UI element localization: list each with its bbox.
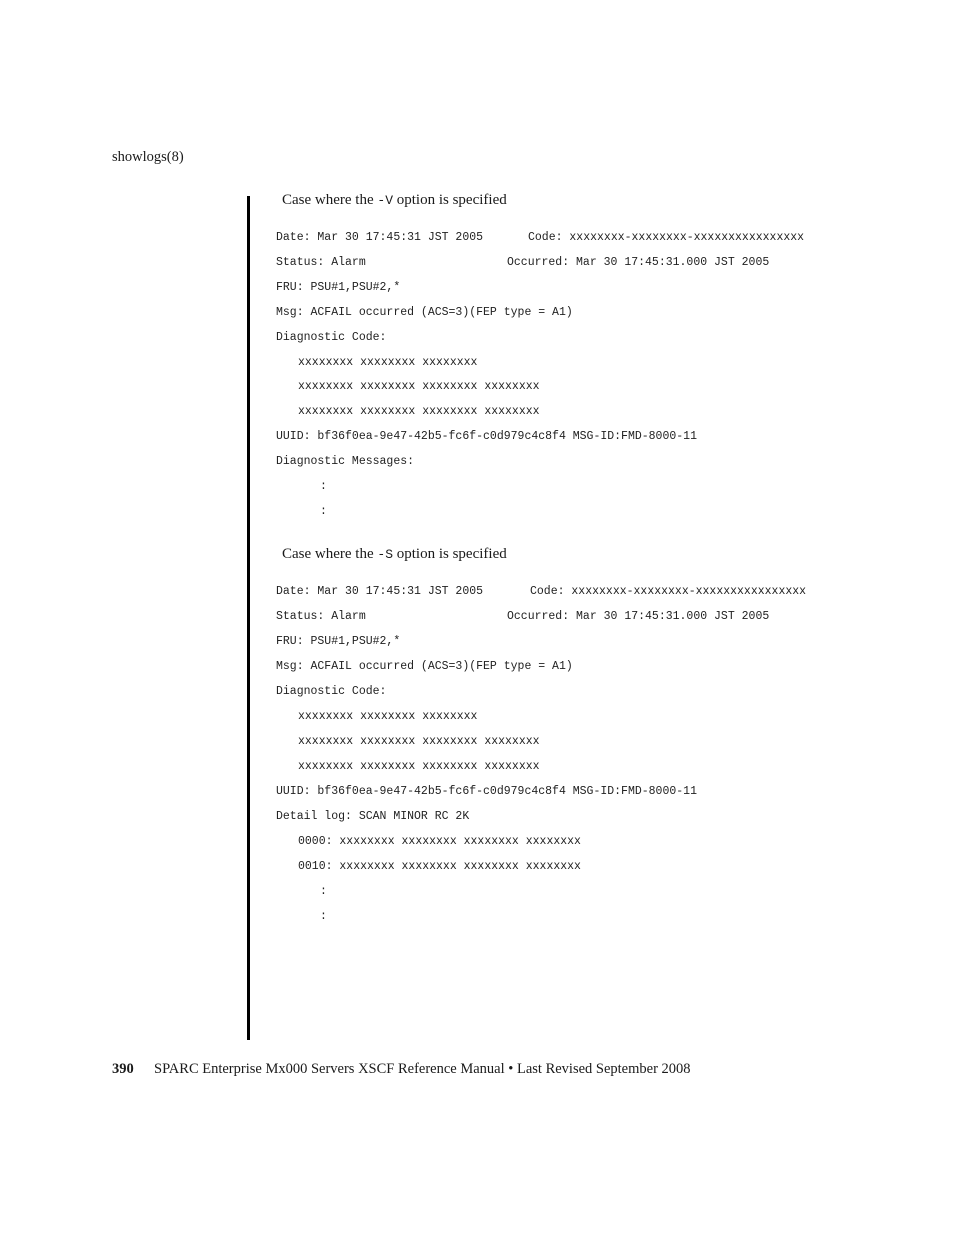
log-msg: Msg: ACFAIL occurred (ACS=3)(FEP type = A1)	[276, 306, 573, 319]
log-code: Code: xxxxxxxx-xxxxxxxx-xxxxxxxxxxxxxxxx	[530, 585, 807, 598]
diagnostic-code-line: xxxxxxxx xxxxxxxx xxxxxxxx xxxxxxxx	[298, 380, 540, 393]
log-occurred: Occurred: Mar 30 17:45:31.000 JST 2005	[507, 610, 770, 623]
log-uuid: UUID: bf36f0ea-9e47-42b5-fc6f-c0d979c4c8f4 MSG-ID:FMD-8000-11	[276, 785, 697, 798]
diagnostic-code-line: xxxxxxxx xxxxxxxx xxxxxxxx	[298, 710, 478, 723]
continuation-mark: :	[320, 480, 327, 493]
change-bar	[247, 196, 250, 1040]
diagnostic-messages-label: Diagnostic Messages:	[276, 455, 415, 468]
detail-log-label: Detail log: SCAN MINOR RC 2K	[276, 810, 470, 823]
diagnostic-code-line: xxxxxxxx xxxxxxxx xxxxxxxx	[298, 356, 478, 369]
continuation-mark: :	[320, 910, 327, 923]
continuation-mark: :	[320, 505, 327, 518]
detail-log-line: 0000: xxxxxxxx xxxxxxxx xxxxxxxx xxxxxxxx	[298, 835, 581, 848]
log-uuid: UUID: bf36f0ea-9e47-42b5-fc6f-c0d979c4c8f4 MSG-ID:FMD-8000-11	[276, 430, 697, 443]
log-occurred: Occurred: Mar 30 17:45:31.000 JST 2005	[507, 256, 770, 269]
log-fru: FRU: PSU#1,PSU#2,*	[276, 281, 401, 294]
detail-log-line: 0010: xxxxxxxx xxxxxxxx xxxxxxxx xxxxxxxx	[298, 860, 581, 873]
diagnostic-code-label: Diagnostic Code:	[276, 331, 387, 344]
diagnostic-code-line: xxxxxxxx xxxxxxxx xxxxxxxx xxxxxxxx	[298, 735, 540, 748]
heading-suffix: option is specified	[393, 546, 507, 562]
page-footer	[112, 1061, 691, 1078]
log-status: Status: Alarm	[276, 256, 366, 269]
diagnostic-code-line: xxxxxxxx xxxxxxxx xxxxxxxx xxxxxxxx	[298, 760, 540, 773]
log-fru: FRU: PSU#1,PSU#2,*	[276, 635, 401, 648]
heading-suffix: option is specified	[393, 192, 507, 208]
heading-v-option	[282, 192, 507, 209]
diagnostic-code-line: xxxxxxxx xxxxxxxx xxxxxxxx xxxxxxxx	[298, 405, 540, 418]
heading-s-option	[282, 546, 507, 563]
heading-prefix: Case where the	[282, 192, 378, 208]
running-header: showlogs(8)	[112, 149, 184, 165]
option-flag: -V	[377, 193, 393, 208]
page-number: 390	[112, 1061, 134, 1077]
footer-text: SPARC Enterprise Mx000 Servers XSCF Reference Manual • Last Revised September 2008	[154, 1061, 691, 1077]
log-status: Status: Alarm	[276, 610, 366, 623]
log-code: Code: xxxxxxxx-xxxxxxxx-xxxxxxxxxxxxxxxx	[528, 231, 805, 244]
diagnostic-code-label: Diagnostic Code:	[276, 685, 387, 698]
log-date: Date: Mar 30 17:45:31 JST 2005	[276, 585, 484, 598]
log-msg: Msg: ACFAIL occurred (ACS=3)(FEP type = A1)	[276, 660, 573, 673]
log-date: Date: Mar 30 17:45:31 JST 2005	[276, 231, 484, 244]
heading-prefix: Case where the	[282, 546, 378, 562]
continuation-mark: :	[320, 885, 327, 898]
option-flag: -S	[377, 547, 393, 562]
